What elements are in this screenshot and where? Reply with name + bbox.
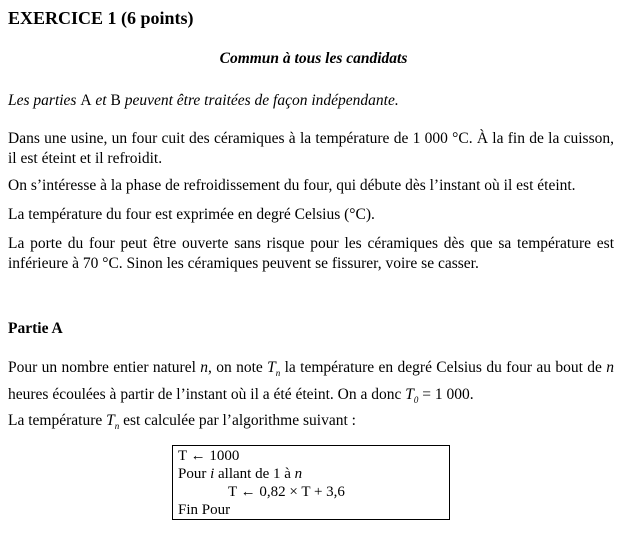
- part-a-algorithm-intro: La température $T_n$ est calculée par l’algorithme suivant :: [8, 412, 356, 432]
- algorithm-box: [172, 445, 450, 520]
- paragraph-door: La porte du four peut être ouverte sans risque pour les céramiques dès que sa température est inférieure à 70 °C. Sinon les céramiques peuvent se fissurer, voire se casser.: [8, 235, 614, 272]
- algorithm-line-update: T ← 0,82 × T + 3,6: [228, 484, 345, 500]
- paragraph-oven: Dans une usine, un four cuit des céramiques à la température de 1 000 °C. À la fin de la cuisson, il est éteint et il refroidit.: [8, 130, 614, 167]
- paragraph-unit: La température du four est exprimée en degré Celsius (°C).: [8, 206, 375, 223]
- part-a-heading: Partie A: [8, 320, 63, 337]
- algorithm-line-end: Fin Pour: [178, 502, 231, 518]
- part-a-definition: Pour un nombre entier naturel n, on note $T_n$ la température en degré Celsius du four au bout de n heures écoulées à partir de l’instant où il a été éteint. On a donc $T_0 = 1$ 000.: [8, 359, 614, 406]
- intro-note: Les parties A et B peuvent être traitées de façon indépendante.: [8, 92, 399, 109]
- algorithm-line-loop: Pour i allant de 1 à n: [178, 466, 303, 482]
- algorithm-line-init: T ← 1000: [178, 448, 240, 464]
- exercise-title: EXERCICE 1 (6 points): [8, 8, 194, 28]
- common-subtitle: Commun à tous les candidats: [219, 50, 408, 67]
- paragraph-cooling: On s’intéresse à la phase de refroidissement du four, qui débute dès l’instant où il est éteint.: [8, 177, 576, 194]
